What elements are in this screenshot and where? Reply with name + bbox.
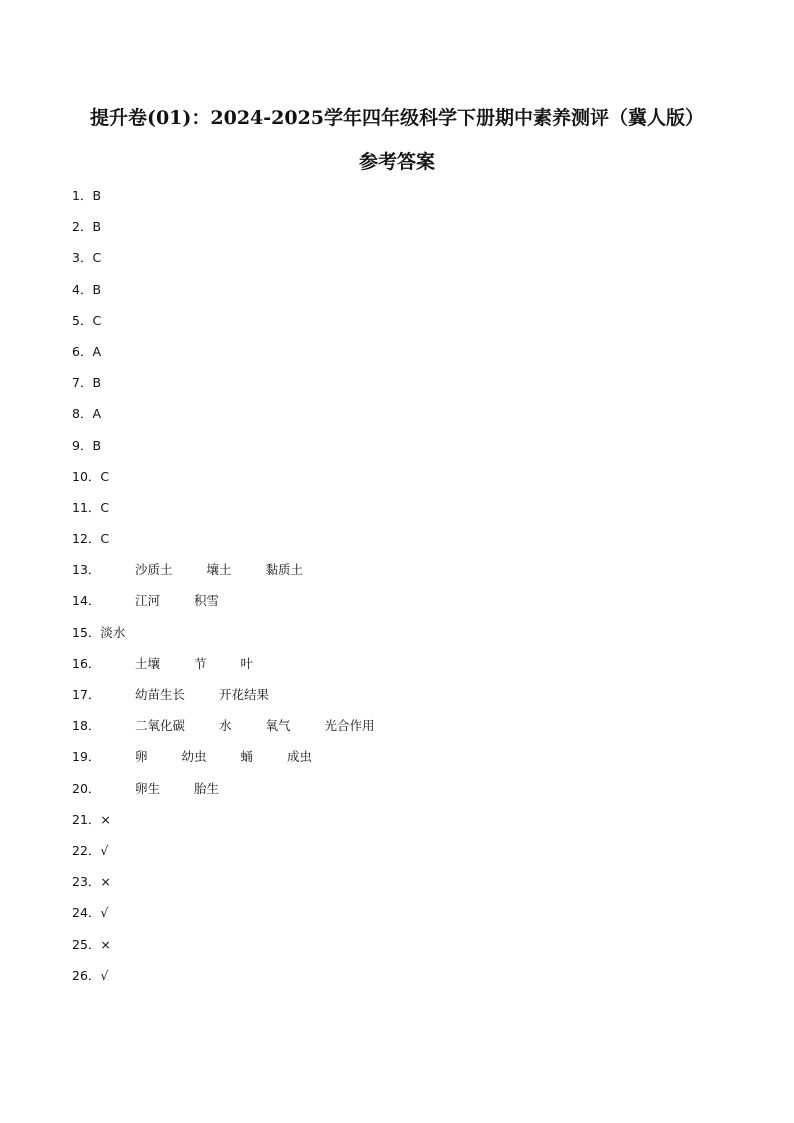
question-number: 20． bbox=[72, 780, 101, 796]
question-number: 9． bbox=[72, 437, 93, 453]
answer-row bbox=[72, 654, 772, 685]
answer-row bbox=[72, 779, 772, 810]
question-number: 3． bbox=[72, 250, 93, 266]
question-number: 23． bbox=[72, 874, 101, 890]
document-subtitle: 参考答案 bbox=[358, 151, 435, 173]
question-number: 17． bbox=[72, 687, 101, 702]
answer-value: B bbox=[92, 188, 102, 203]
answer-value: × bbox=[100, 936, 111, 952]
answer-row bbox=[72, 903, 772, 934]
fill-in-answer: 蛹 bbox=[240, 749, 254, 765]
fill-in-answer: 壤土 bbox=[206, 562, 232, 578]
answer-value: B bbox=[92, 281, 102, 297]
fill-in-answer: 节 bbox=[194, 655, 207, 671]
fill-in-answer: 水 bbox=[219, 718, 232, 734]
fill-in-answer: 幼虫 bbox=[181, 749, 207, 765]
fill-in-answer: 积雪 bbox=[194, 593, 220, 609]
answer-value: √ bbox=[100, 905, 109, 921]
answer-row bbox=[72, 467, 772, 498]
question-number: 13． bbox=[72, 562, 101, 578]
fill-in-answer: 叶 bbox=[240, 655, 254, 671]
answer-row bbox=[72, 436, 772, 467]
fill-in-answer: 卵 bbox=[135, 749, 148, 765]
fill-in-answer: 江河 bbox=[135, 593, 161, 609]
question-number: 1． bbox=[72, 188, 93, 203]
answer-row bbox=[72, 248, 772, 279]
answer-value: A bbox=[92, 406, 102, 422]
answer-value: C bbox=[100, 531, 110, 547]
question-number: 2． bbox=[72, 219, 93, 235]
question-number: 21． bbox=[72, 811, 101, 827]
answer-row bbox=[72, 591, 772, 622]
answer-value: A bbox=[92, 343, 102, 359]
answer-row bbox=[72, 560, 772, 591]
fill-in-answer: 卵生 bbox=[135, 780, 161, 796]
fill-in-answers bbox=[135, 591, 253, 611]
fill-in-answer: 幼苗生长 bbox=[135, 687, 186, 702]
answer-row bbox=[72, 373, 772, 404]
question-number: 19． bbox=[72, 749, 101, 765]
answer-value: 淡水 bbox=[100, 624, 126, 640]
answer-row bbox=[72, 935, 772, 966]
answer-row bbox=[72, 186, 772, 217]
answer-value: √ bbox=[100, 967, 109, 983]
question-number: 5． bbox=[72, 312, 93, 328]
question-number: 6． bbox=[72, 343, 93, 359]
answer-row bbox=[72, 217, 772, 248]
answer-row bbox=[72, 280, 772, 311]
fill-in-answers bbox=[135, 685, 303, 705]
fill-in-answer: 氧气 bbox=[265, 718, 291, 734]
fill-in-answer: 开花结果 bbox=[219, 687, 270, 702]
question-number: 18． bbox=[72, 718, 101, 734]
answer-value: B bbox=[92, 437, 102, 453]
answer-row bbox=[72, 810, 772, 841]
question-number: 25． bbox=[72, 936, 101, 952]
answer-value: √ bbox=[100, 842, 109, 858]
answer-value: × bbox=[100, 874, 111, 890]
fill-in-answers bbox=[135, 779, 253, 799]
fill-in-answers bbox=[135, 654, 287, 674]
question-number: 10． bbox=[72, 468, 101, 484]
question-number: 22． bbox=[72, 842, 101, 858]
answer-value: B bbox=[92, 375, 102, 391]
fill-in-answers bbox=[135, 716, 409, 736]
answer-value: C bbox=[100, 499, 110, 515]
question-number: 11． bbox=[72, 499, 101, 515]
answer-row bbox=[72, 404, 772, 435]
answer-row bbox=[72, 498, 772, 529]
fill-in-answer: 黏质土 bbox=[265, 562, 304, 578]
fill-in-answer: 沙质土 bbox=[135, 562, 173, 578]
answer-row bbox=[72, 872, 772, 903]
answer-value: B bbox=[92, 219, 102, 235]
answer-row bbox=[72, 747, 772, 778]
answer-list bbox=[72, 186, 772, 997]
fill-in-answer: 胎生 bbox=[194, 780, 220, 796]
answer-row bbox=[72, 342, 772, 373]
question-number: 14． bbox=[72, 593, 101, 609]
question-number: 7． bbox=[72, 375, 93, 391]
answer-row bbox=[72, 966, 772, 997]
answer-value: × bbox=[100, 811, 111, 827]
question-number: 15． bbox=[72, 624, 101, 640]
question-number: 8． bbox=[72, 406, 93, 422]
fill-in-answer: 光合作用 bbox=[324, 718, 375, 734]
answer-row bbox=[72, 623, 772, 654]
question-number: 12． bbox=[72, 531, 101, 547]
fill-in-answers bbox=[135, 560, 337, 580]
answer-row bbox=[72, 311, 772, 342]
fill-in-answer: 土壤 bbox=[135, 655, 161, 671]
answer-row bbox=[72, 716, 772, 747]
question-number: 4． bbox=[72, 281, 93, 297]
document-title: 提升卷(01)：2024-2025学年四年级科学下册期中素养测评（冀人版） bbox=[89, 107, 705, 129]
fill-in-answer: 二氧化碳 bbox=[135, 718, 186, 734]
question-number: 26． bbox=[72, 967, 101, 983]
answer-value: C bbox=[100, 468, 110, 484]
answer-row bbox=[72, 685, 772, 716]
question-number: 24． bbox=[72, 905, 101, 921]
answer-row bbox=[72, 529, 772, 560]
answer-row bbox=[72, 841, 772, 872]
fill-in-answers bbox=[135, 747, 346, 767]
fill-in-answer: 成虫 bbox=[287, 749, 313, 765]
answer-value: C bbox=[92, 250, 102, 266]
question-number: 16． bbox=[72, 655, 101, 671]
answer-value: C bbox=[92, 312, 102, 328]
